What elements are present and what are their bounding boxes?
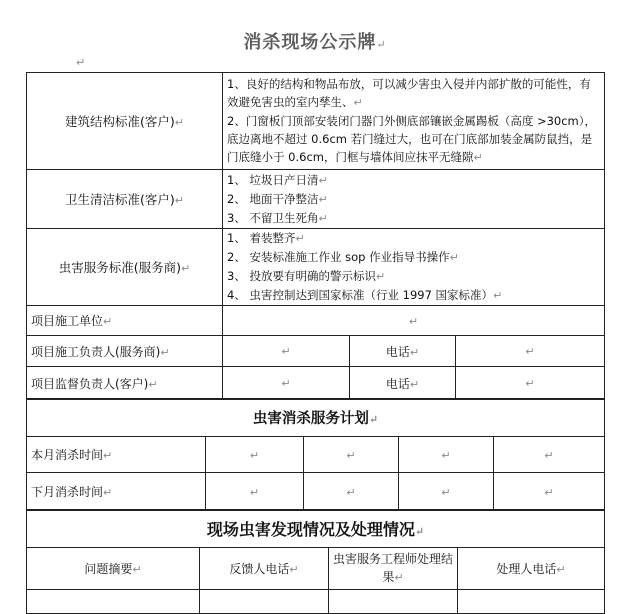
list-item: 2、 地面干净整洁↵ — [227, 191, 328, 206]
supervisor-phone-label: 电话↵ — [350, 367, 456, 400]
hygiene-standard-content — [223, 170, 605, 229]
this-month-cell[interactable]: ↵ — [304, 437, 399, 473]
project-unit-label: 项目施工单位↵ — [27, 306, 223, 336]
table-row — [27, 229, 605, 306]
project-manager-label: 项目施工负责人(服务商)↵ — [27, 336, 223, 367]
list-item: 2、门窗板门顶部安装闭门器门外侧底部镶嵌金属踢板（高度 >30cm），底边离地不超过 0.6cm 若门缝过大，也可在门底部加装金属防鼠挡，是门底缝小于 0.6cm，门框与墙体间应抹平无缝隙↵ — [227, 114, 597, 164]
list-item: 1、 着装整齐↵ — [227, 231, 305, 245]
this-month-cell[interactable]: ↵ — [399, 437, 494, 473]
this-month-label: 本月消杀时间↵ — [27, 437, 206, 473]
column-header-reporter-phone: 反馈人电话↵ — [200, 548, 329, 590]
table-row — [27, 437, 605, 473]
table-row — [27, 170, 605, 229]
table-row — [27, 336, 605, 367]
supervisor-phone-value[interactable]: ↵ — [456, 367, 605, 400]
list-item: 3、 投放要有明确的警示标识↵ — [227, 269, 386, 283]
paragraph-mark-icon: ↵ — [174, 116, 184, 129]
next-month-cell[interactable]: ↵ — [206, 473, 304, 511]
manager-phone-label: 电话↵ — [350, 336, 456, 367]
this-month-cell[interactable]: ↵ — [494, 437, 605, 473]
column-header-summary: 问题摘要↵ — [27, 548, 200, 590]
next-month-cell[interactable]: ↵ — [494, 473, 605, 511]
list-item: 4、 虫害控制达到国家标准（行业 1997 国家标准）↵ — [227, 288, 503, 302]
column-header-handler-phone: 处理人电话↵ — [458, 548, 605, 590]
pest-service-standard-label: 虫害服务标准(服务商)↵ — [27, 229, 223, 306]
structure-standard-label — [27, 73, 223, 170]
service-plan-heading: 虫害消杀服务计划↵ — [27, 399, 605, 437]
paragraph-mark-icon: ↵ — [376, 38, 387, 51]
table-row — [27, 510, 605, 548]
pest-service-standard-content — [223, 229, 605, 306]
document-title — [0, 28, 630, 54]
table-row — [27, 306, 605, 336]
project-unit-value[interactable]: ↵ — [223, 306, 605, 336]
structure-standard-content — [223, 73, 605, 170]
table-row — [27, 367, 605, 400]
list-item: 1、 垃圾日产日清↵ — [227, 172, 328, 187]
project-supervisor-value[interactable]: ↵ — [223, 367, 350, 400]
findings-table — [26, 509, 605, 614]
standards-table — [26, 72, 605, 400]
next-month-label: 下月消杀时间↵ — [27, 473, 206, 511]
hygiene-standard-label: 卫生清洁标准(客户)↵ — [27, 170, 223, 229]
table-row — [27, 548, 605, 590]
manager-phone-value[interactable]: ↵ — [456, 336, 605, 367]
next-month-cell[interactable]: ↵ — [399, 473, 494, 511]
label-text: 建筑结构标准(客户) — [65, 114, 175, 129]
findings-heading: 现场虫害发现情况及处理情况↵ — [27, 510, 605, 548]
project-supervisor-label: 项目监督负责人(客户)↵ — [27, 367, 223, 400]
this-month-cell[interactable]: ↵ — [206, 437, 304, 473]
list-item: 3、 不留卫生死角↵ — [227, 210, 328, 225]
paragraph-mark-icon: ↵ — [76, 56, 86, 69]
list-item: 2、 安装标准施工作业 sop 作业指导书操作↵ — [227, 250, 459, 264]
table-row — [27, 73, 605, 170]
next-month-cell[interactable]: ↵ — [304, 473, 399, 511]
column-header-engineer-result: 虫害服务工程师处理结果↵ — [329, 548, 458, 590]
service-plan-table — [26, 398, 605, 511]
list-item: 1、良好的结构和物品布放，可以减少害虫入侵并内部扩散的可能性，有效避免害虫的室内孳生、↵ — [227, 77, 591, 109]
project-manager-value[interactable]: ↵ — [223, 336, 350, 367]
table-row — [27, 399, 605, 437]
table-row — [27, 473, 605, 511]
title-text: 消杀现场公示牌 — [243, 32, 377, 53]
